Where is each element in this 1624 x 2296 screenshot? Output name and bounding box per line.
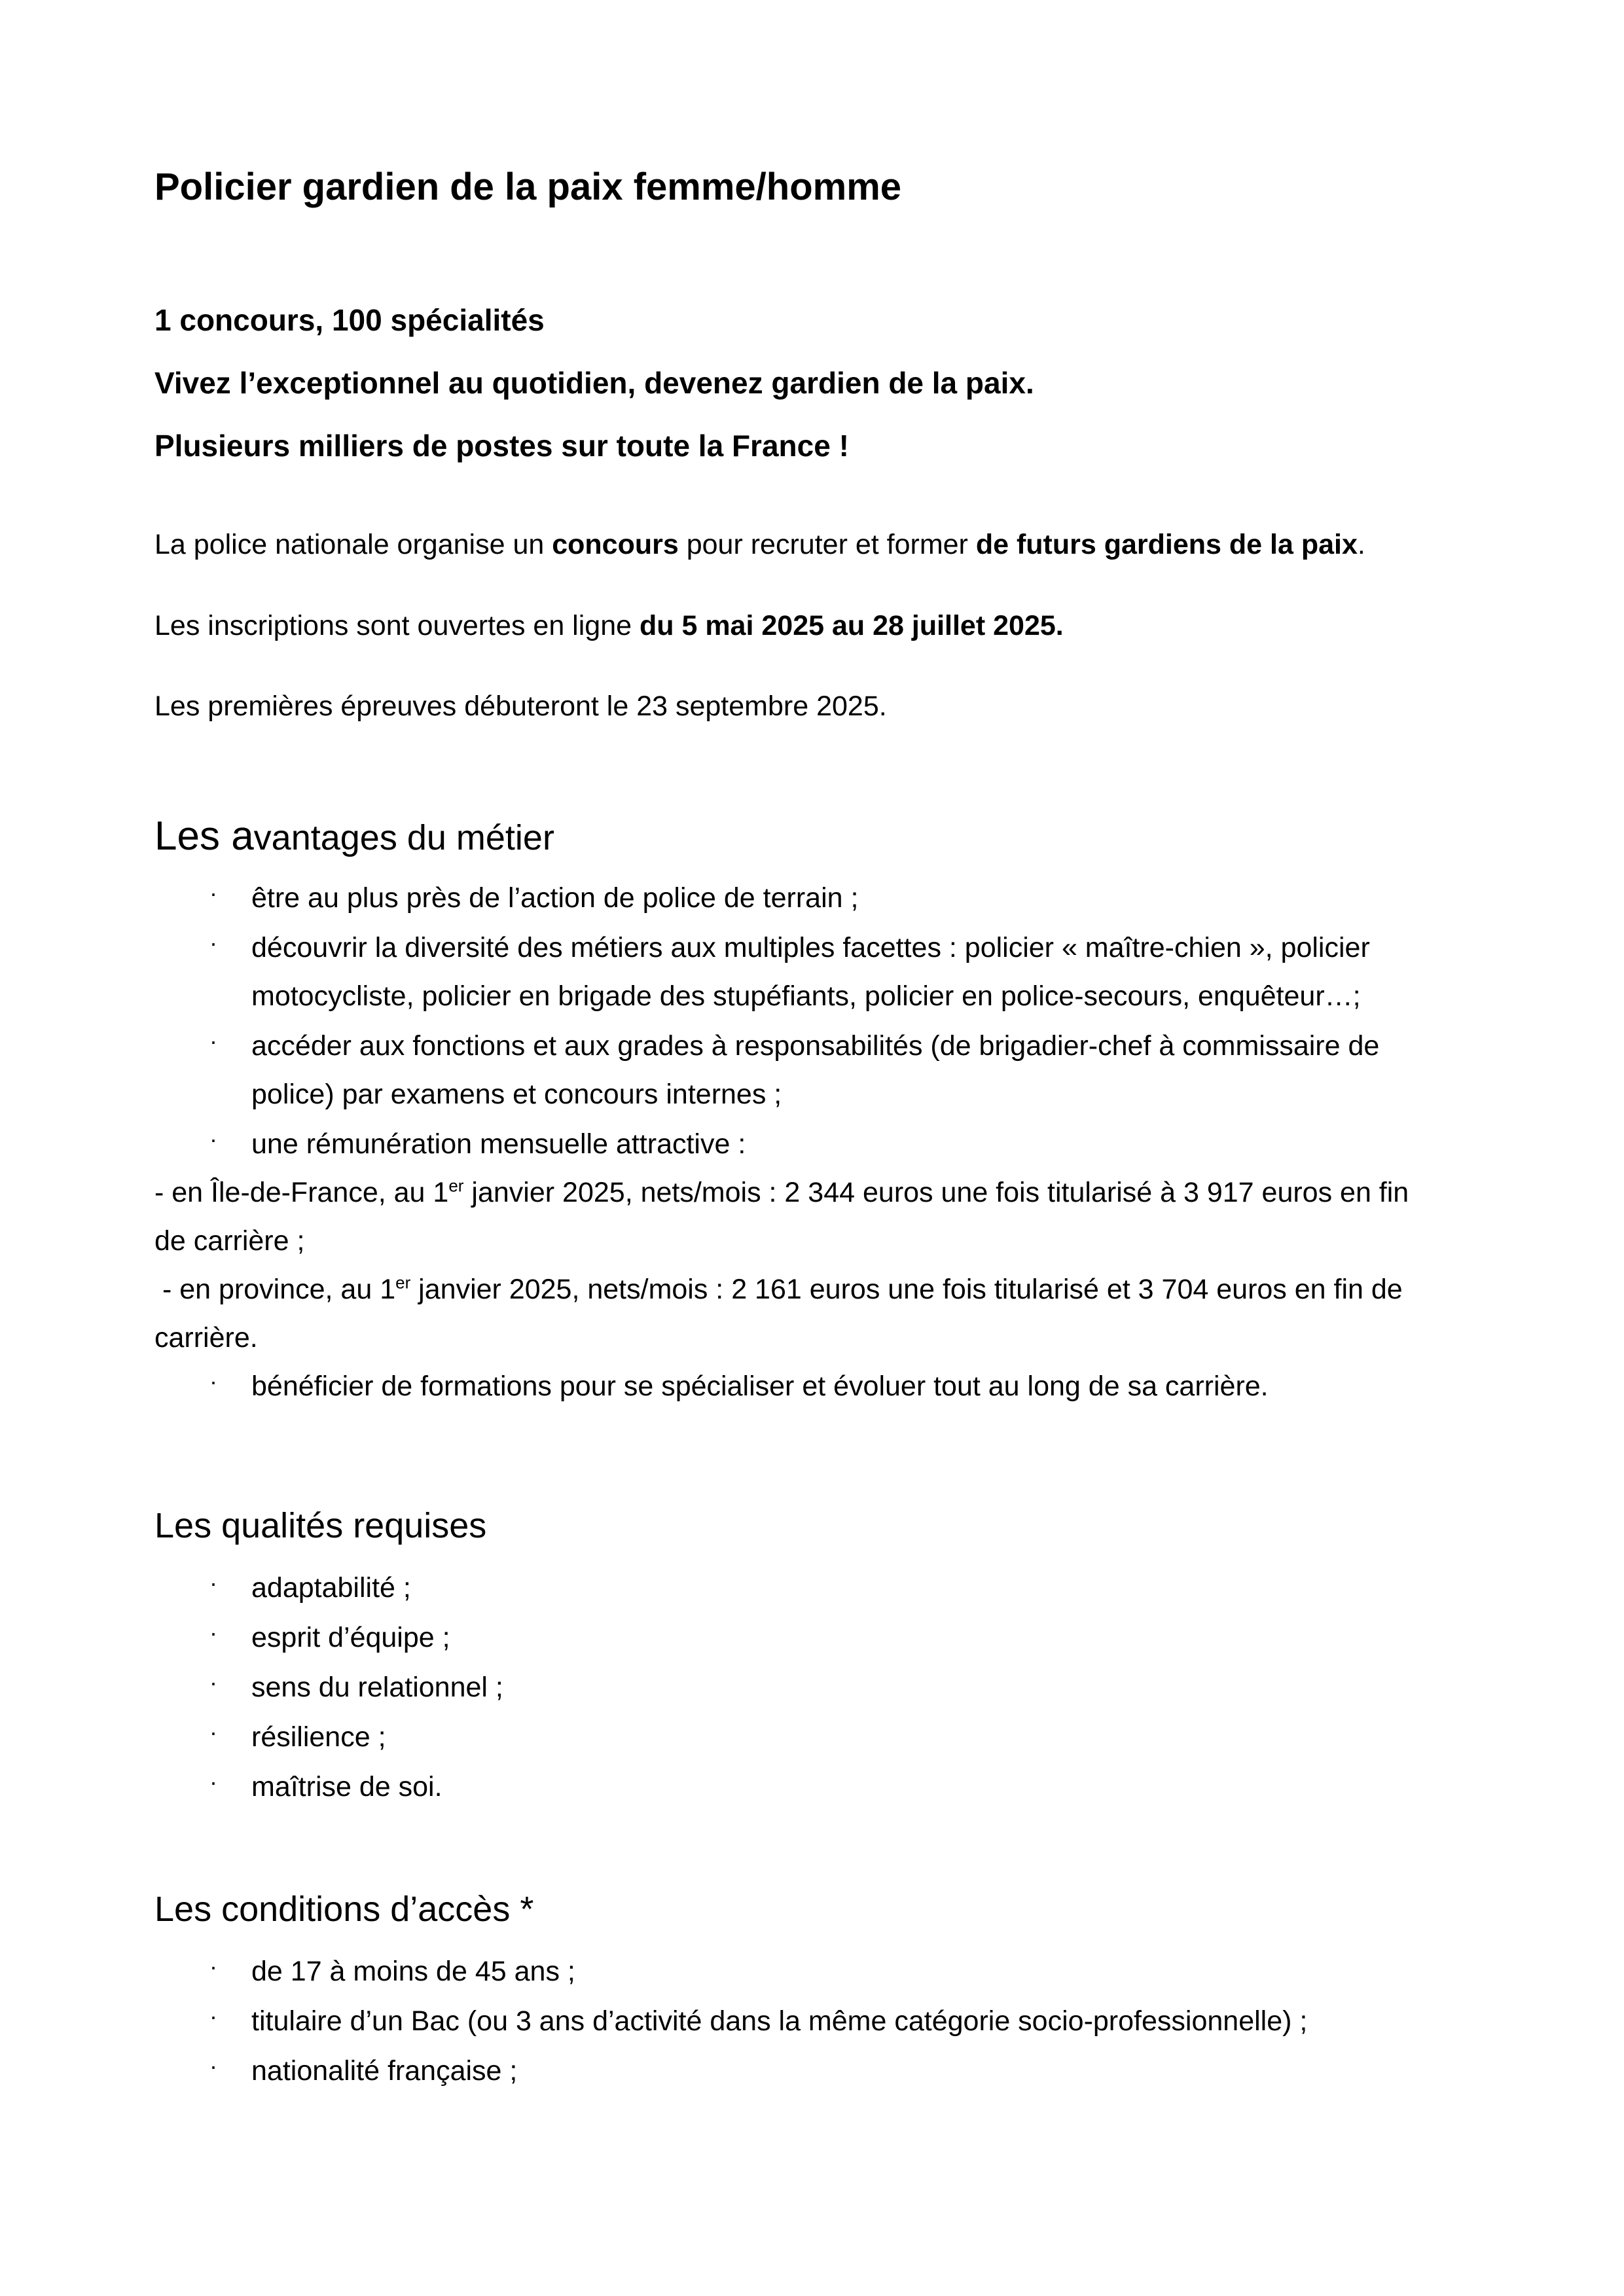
headline-concours: 1 concours, 100 spécialités [154, 303, 545, 337]
avantage-item: découvrir la diversité des métiers aux multiples facettes : policier « maître-chien », policier [251, 932, 1370, 963]
intro-paragraph-inscriptions: Les inscriptions sont ouvertes en ligne du 5 mai 2025 au 28 juillet 2025. [154, 610, 1064, 641]
remuneration-ile-de-france-continued: de carrière ; [154, 1225, 305, 1257]
intro-paragraph-epreuves: Les premières épreuves débuteront le 23 septembre 2025. [154, 691, 887, 722]
section-heading-conditions: Les conditions d’accès * [154, 1890, 534, 1929]
remuneration-ile-de-france: - en Île-de-France, au 1er janvier 2025, nets/mois : 2 344 euros une fois titularisé à 3 917 euros en fin [154, 1175, 1409, 1208]
bullet-icon: · [209, 1619, 217, 1646]
bullet-icon: · [209, 1953, 217, 1980]
qualite-item: esprit d’équipe ; [251, 1622, 450, 1653]
condition-item: nationalité française ; [251, 2055, 518, 2087]
condition-item: de 17 à moins de 45 ans ; [251, 1956, 575, 1987]
section-heading-qualites: Les qualités requises [154, 1506, 487, 1545]
qualite-item: sens du relationnel ; [251, 1672, 503, 1703]
bullet-icon: · [209, 1126, 217, 1153]
bullet-icon: · [209, 1028, 217, 1054]
headline-postes: Plusieurs milliers de postes sur toute la France ! [154, 429, 849, 463]
section-heading-avantages: Les avantages du métier [154, 814, 554, 859]
page-title: Policier gardien de la paix femme/homme [154, 166, 902, 208]
avantage-item-continued: police) par examens et concours internes ; [251, 1079, 782, 1110]
bullet-icon: · [209, 1719, 217, 1746]
bullet-icon: · [209, 2053, 217, 2079]
headline-vivez: Vivez l’exceptionnel au quotidien, devenez gardien de la paix. [154, 366, 1034, 400]
bullet-icon: · [209, 1368, 217, 1395]
bullet-icon: · [209, 929, 217, 956]
qualite-item: adaptabilité ; [251, 1572, 411, 1604]
intro-paragraph-concours: La police nationale organise un concours pour recruter et former de futurs gardiens de la paix. [154, 529, 1365, 560]
avantage-item: être au plus près de l’action de police de terrain ; [251, 882, 859, 914]
bullet-icon: · [209, 1570, 217, 1596]
bullet-icon: · [209, 2003, 217, 2030]
bullet-icon: · [209, 1768, 217, 1795]
avantage-item: une rémunération mensuelle attractive : [251, 1128, 746, 1160]
condition-item: titulaire d’un Bac (ou 3 ans d’activité dans la même catégorie socio-professionnelle) ; [251, 2005, 1308, 2037]
bullet-icon: · [209, 880, 217, 906]
avantage-item-continued: motocycliste, policier en brigade des stupéfiants, policier en police-secours, enquêteur…; [251, 980, 1361, 1012]
remuneration-province-continued: carrière. [154, 1322, 258, 1354]
bullet-icon: · [209, 1669, 217, 1696]
qualite-item: résilience ; [251, 1721, 386, 1753]
avantage-item: accéder aux fonctions et aux grades à responsabilités (de brigadier-chef à commissaire de [251, 1030, 1380, 1062]
remuneration-province: - en province, au 1er janvier 2025, nets/mois : 2 161 euros une fois titularisé et 3 704 euros en fin de [154, 1272, 1403, 1305]
avantage-item: bénéficier de formations pour se spécialiser et évoluer tout au long de sa carrière. [251, 1371, 1269, 1402]
qualite-item: maîtrise de soi. [251, 1771, 442, 1803]
